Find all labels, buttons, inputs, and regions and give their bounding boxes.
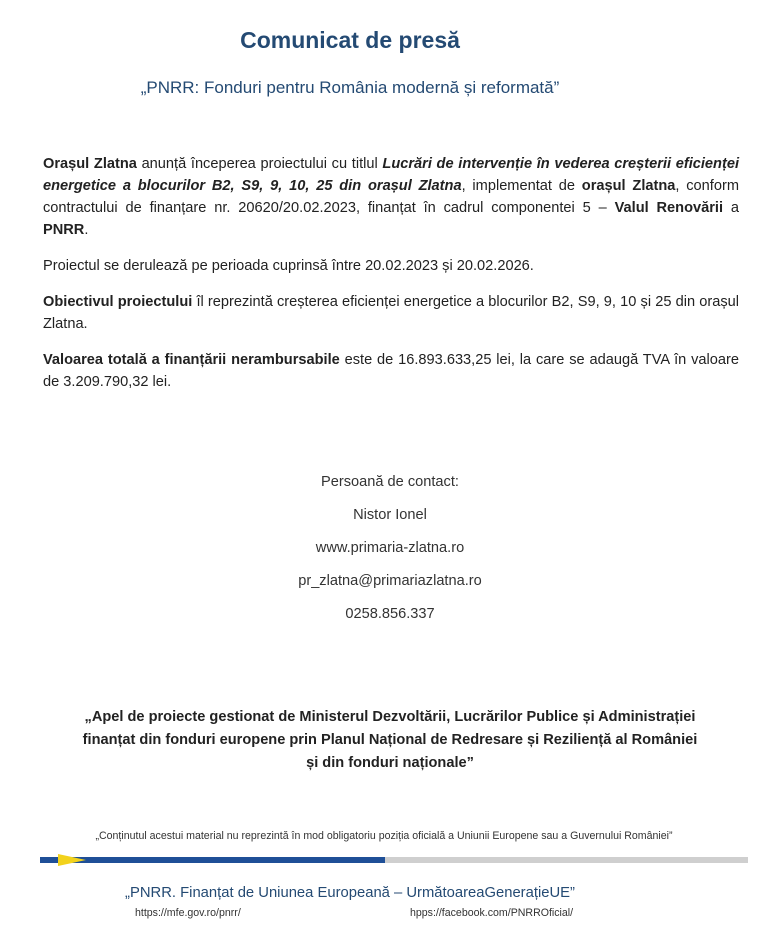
implemented-by-text: , implementat de: [461, 178, 582, 194]
period-punctuation: .: [84, 222, 89, 238]
contact-label: Persoană de contact:: [321, 474, 459, 490]
paragraph-objective: [43, 291, 739, 335]
footer-divider-bar: [40, 856, 748, 864]
divider-blue-segment: [40, 857, 385, 863]
press-release-body: [43, 153, 739, 407]
project-title: Lucrări de intervenție în vederea creșterii eficienței energetice a blocurilor B2, S9, 9, 10, 25 din orașul Zlatna: [43, 156, 739, 194]
mfe-link[interactable]: https://mfe.gov.ro/pnrr/: [135, 907, 241, 919]
contact-phone: 0258.856.337: [345, 606, 435, 622]
facebook-link[interactable]: hpps://facebook.com/PNRROficial/: [410, 907, 574, 919]
paragraph-value: [43, 349, 739, 393]
contact-email: pr_zlatna@primariazlatna.ro: [298, 573, 482, 589]
contact-block: [0, 466, 768, 631]
appeal-line-2: finanțat din fonduri europene prin Planul Național de Redresare și Reziliență al României: [82, 732, 698, 748]
announcement-text: anunță începerea proiectului cu titlul: [136, 156, 383, 172]
press-release-title: Comunicat de presă: [240, 27, 460, 53]
divider-grey-segment: [385, 857, 748, 863]
footer-slogan: „PNRR. Finanțat de Uniunea Europeană – UrmătoareaGenerațieUE”: [125, 885, 575, 901]
component-name: Valul Renovării: [614, 200, 724, 216]
value-text: este de 16.893.633,25 lei, la care se adaugă TVA în valoare de 3.209.790,32 lei.: [43, 352, 740, 390]
contract-text: , conform contractului de finanțare nr. 20620/20.02.2023, finanțat în cadrul componentei 5 –: [43, 178, 739, 216]
beneficiary-name: Orașul Zlatna: [43, 156, 137, 172]
objective-label: Obiectivul proiectului: [43, 294, 193, 310]
objective-text: îl reprezintă creșterea eficienței energetice a blocurilor B2, S9, 9, 10 și 25 din orașul Zlatna.: [43, 294, 739, 332]
implementer-name: orașul Zlatna: [581, 178, 676, 194]
contact-name: Nistor Ionel: [353, 507, 427, 523]
press-release-subtitle: „PNRR: Fonduri pentru România modernă și reformată”: [140, 78, 560, 97]
contact-website: www.primaria-zlatna.ro: [315, 540, 465, 556]
yellow-arrow-icon: [58, 854, 86, 866]
value-label: Valoarea totală a finanțării nerambursabile: [43, 352, 340, 368]
appeal-line-3: și din fonduri naționale”: [306, 755, 474, 771]
funding-appeal: [20, 706, 760, 775]
connector-text: a: [723, 200, 740, 216]
eu-disclaimer: „Conținutul acestui material nu reprezintă în mod obligatoriu poziția oficială a Uniunii Europene sau a Guvernului României”: [95, 830, 673, 842]
paragraph-announcement: [43, 153, 739, 241]
appeal-line-1: „Apel de proiecte gestionat de Ministerul Dezvoltării, Lucrărilor Publice și Administrației: [84, 709, 696, 725]
paragraph-period: Proiectul se derulează pe perioada cuprinsă între 20.02.2023 și 20.02.2026.: [43, 258, 534, 274]
footer-links: [0, 907, 768, 925]
program-name: PNRR: [43, 222, 85, 238]
